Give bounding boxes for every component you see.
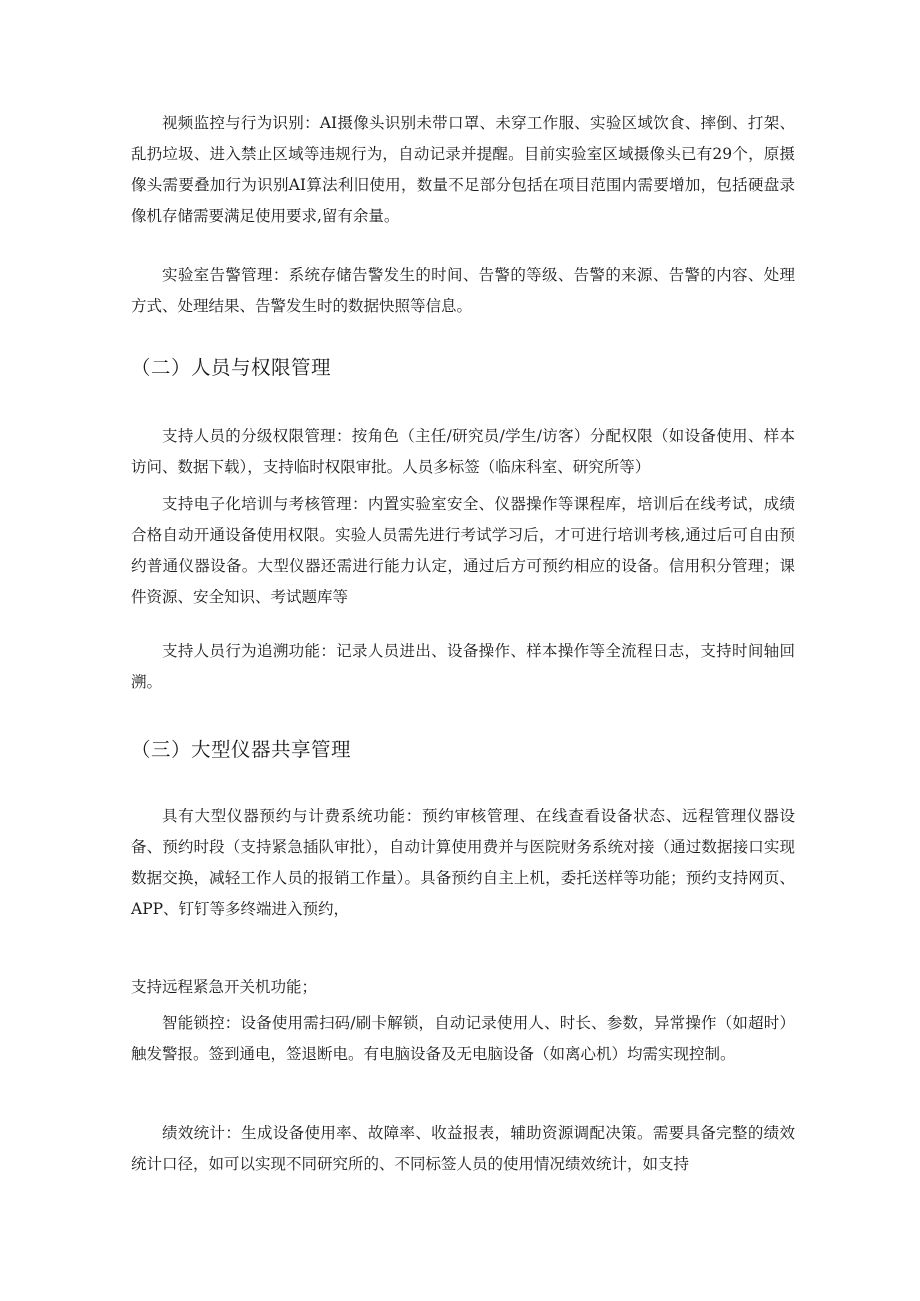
- paragraph-training-assessment: 支持电子化培训与考核管理：内置实验室安全、仪器操作等课程库，培训后在线考试，成绩合格自动开通设备使用权限。实验人员需先进行考试学习后，才可进行培训考核,通过后可自由预约普通仪器设备。大型仪器还需进行能力认定，通过后方可预约相应的设备。信用积分管理；课件资源、安全知识、考试题库等: [131, 495, 795, 606]
- paragraph-booking-billing: 具有大型仪器预约与计费系统功能：预约审核管理、在线查看设备状态、远程管理仪器设备、预约时段（支持紧急插队审批），自动计算使用费并与医院财务系统对接（通过数据接口实现数据交换，减轻工作人员的报销工作量）。具备预约自主上机，委托送样等功能；预约支持网页、APP、钉钉等多终端进入预约，: [131, 807, 795, 918]
- paragraph-smart-lock: 智能锁控：设备使用需扫码/刷卡解锁，自动记录使用人、时长、参数，异常操作（如超时）触发警报。签到通电，签退断电。有电脑设备及无电脑设备（如离心机）均需实现控制。: [131, 1014, 795, 1063]
- paragraph-alarm-management: 实验室告警管理：系统存储告警发生的时间、告警的等级、告警的来源、告警的内容、处理方式、处理结果、告警发生时的数据快照等信息。: [131, 266, 795, 315]
- paragraph-performance-stats: 绩效统计：生成设备使用率、故障率、收益报表，辅助资源调配决策。需要具备完整的绩效统计口径，如可以实现不同研究所的、不同标签人员的使用情况绩效统计，如支持: [131, 1124, 795, 1173]
- section-heading-instrument-sharing: （三）大型仪器共享管理: [131, 738, 352, 761]
- line-remote-power-control: 支持远程紧急开关机功能；: [131, 978, 318, 996]
- paragraph-role-permissions: 支持人员的分级权限管理：按角色（主任/研究员/学生/访客）分配权限（如设备使用、样本访问、数据下载），支持临时权限审批。人员多标签（临床科室、研究所等）: [131, 427, 795, 476]
- section-heading-personnel-permissions: （二）人员与权限管理: [131, 356, 332, 379]
- paragraph-behavior-tracing: 支持人员行为追溯功能：记录人员进出、设备操作、样本操作等全流程日志，支持时间轴回溯。: [131, 642, 795, 691]
- paragraph-video-monitoring: 视频监控与行为识别：AI摄像头识别未带口罩、未穿工作服、实验区域饮食、摔倒、打架、乱扔垃圾、进入禁止区域等违规行为，自动记录并提醒。目前实验室区域摄像头已有29个，原摄像头需要叠加行为识别AI算法利旧使用，数量不足部分包括在项目范围内需要增加，包括硬盘录像机存储需要满足使用要求,留有余量。: [131, 114, 795, 225]
